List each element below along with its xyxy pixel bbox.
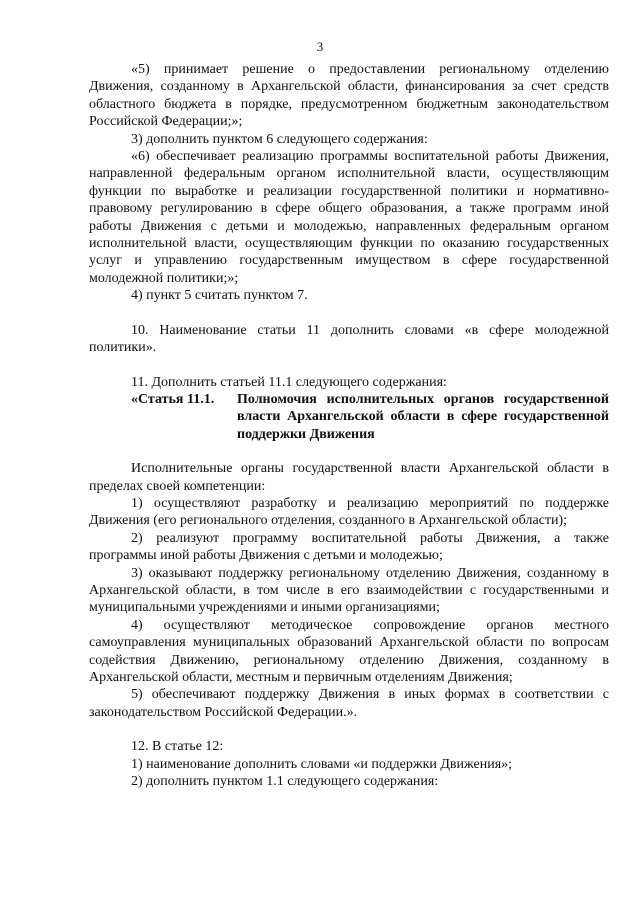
paragraph: 12. В статье 12:: [131, 739, 224, 755]
item-10: 10. Наименование статьи 11 дополнить словами «в сфере молодежной политики».: [89, 322, 609, 356]
paragraph: 3) дополнить пунктом 6 следующего содержания:: [131, 131, 428, 147]
spacer: [89, 443, 609, 460]
paragraph: 2) реализуют программу воспитательной работы Движения, а также программы иной работы Движения с детьми и молодежью;: [89, 530, 609, 564]
spacer: [89, 721, 609, 738]
paragraph: «5) принимает решение о предоставлении региональному отделению Движения, созданному в Архангельской области, финансирования за счет средств областного бюджета в порядке, предусмотренном бюджетным законодательством Российской Федерации;»;: [89, 62, 609, 130]
article-label: «Статья 11.1.: [131, 391, 215, 407]
paragraph: 4) осуществляют методическое сопровождение органов местного самоуправления муниципальных образований Архангельской области по вопросам содействия Движению, региональному отделению Движения, созданному в Архангельской области, местным и первичным отделениям Движения;: [89, 617, 609, 685]
paragraph: 2) дополнить пунктом 1.1 следующего содержания:: [131, 774, 439, 790]
item-11: 11. Дополнить статьей 11.1 следующего содержания:: [131, 374, 447, 390]
section-amendments-clause-5: [89, 61, 609, 305]
article-title: Полномочия исполнительных органов государственной власти Архангельской области в сфере государственной поддержки Движения: [237, 391, 609, 442]
spacer: [89, 357, 609, 374]
paragraph: 1) осуществляют разработку и реализацию мероприятий по поддержке Движения (его регионального отделения, созданного в Архангельской области);: [89, 495, 609, 529]
paragraph: 1) наименование дополнить словами «и поддержки Движения»;: [131, 756, 513, 772]
paragraph: «6) обеспечивает реализацию программы воспитательной работы Движения, направленной федеральным органом исполнительной власти, осуществляющим функции по выработке и реализации государственной политики и нормативно-правовому регулированию в сфере общего образования, а также программ иной работы Движения с детьми и молодежью, направленных федеральным органом исполнительной власти, осуществляющим функции по оказанию государственных услуг и управлению государственным имуществом в сфере государственной молодежной политики;»;: [89, 149, 609, 286]
section-item-12: [89, 738, 609, 790]
paragraph: Исполнительные органы государственной власти Архангельской области в пределах своей компетенции:: [89, 461, 609, 494]
paragraph: 4) пункт 5 считать пунктом 7.: [131, 288, 308, 304]
page-number: 3: [316, 39, 324, 54]
document-body: [89, 61, 609, 790]
article-heading: [89, 391, 609, 443]
paragraph: 3) оказывают поддержку региональному отделению Движения, созданному в Архангельской области, в том числе в его взаимодействии с государственными и муниципальными учреждениями и иными организациями;: [89, 565, 609, 616]
spacer: [89, 305, 609, 322]
section-article-11-1-body: [89, 460, 609, 721]
paragraph: 5) обеспечивают поддержку Движения в иных формах в соответствии с законодательством Российской Федерации.».: [89, 687, 609, 720]
